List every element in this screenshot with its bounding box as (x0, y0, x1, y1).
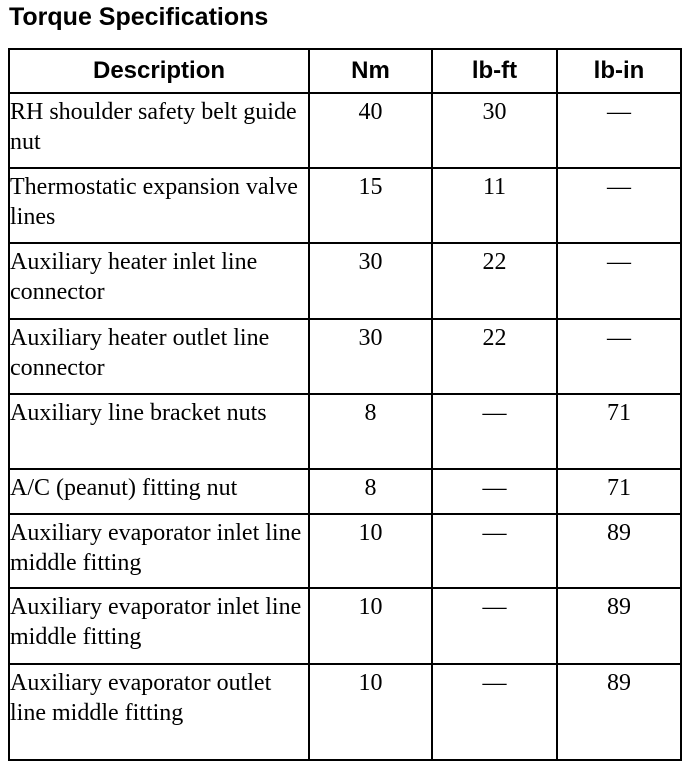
column-header-lb-ft: lb-ft (432, 49, 557, 93)
nm-cell: 8 (309, 394, 432, 469)
lb-in-cell: — (557, 319, 681, 394)
nm-cell: 40 (309, 93, 432, 168)
nm-cell: 10 (309, 514, 432, 588)
lb-in-cell: 89 (557, 664, 681, 760)
page-title: Torque Specifications (9, 3, 269, 31)
description-cell: Auxiliary evaporator inlet line middle fitting (9, 514, 309, 588)
lb-in-cell: — (557, 93, 681, 168)
header-row (9, 49, 681, 93)
description-cell: Auxiliary heater outlet line connector (9, 319, 309, 394)
lb-ft-cell: 22 (432, 243, 557, 319)
nm-cell: 30 (309, 319, 432, 394)
lb-ft-cell: — (432, 469, 557, 514)
lb-ft-cell: 11 (432, 168, 557, 243)
table-row (9, 394, 681, 469)
description-cell: Auxiliary line bracket nuts (9, 394, 309, 469)
lb-in-cell: 71 (557, 394, 681, 469)
column-header-lb-in: lb-in (557, 49, 681, 93)
lb-in-cell: 71 (557, 469, 681, 514)
description-cell: Auxiliary evaporator outlet line middle fitting (9, 664, 309, 760)
nm-cell: 15 (309, 168, 432, 243)
table-row (9, 469, 681, 514)
lb-ft-cell: 22 (432, 319, 557, 394)
description-cell: Thermostatic expansion valve lines (9, 168, 309, 243)
nm-cell: 10 (309, 588, 432, 664)
table-row (9, 514, 681, 588)
lb-in-cell: — (557, 243, 681, 319)
table-row (9, 588, 681, 664)
lb-in-cell: 89 (557, 514, 681, 588)
column-header-nm: Nm (309, 49, 432, 93)
lb-ft-cell: 30 (432, 93, 557, 168)
description-cell: A/C (peanut) fitting nut (9, 469, 309, 514)
table-row (9, 664, 681, 760)
torque-spec-table (8, 48, 682, 761)
nm-cell: 8 (309, 469, 432, 514)
column-header-description: Description (9, 49, 309, 93)
lb-ft-cell: — (432, 588, 557, 664)
table-row (9, 319, 681, 394)
description-cell: Auxiliary evaporator inlet line middle fitting (9, 588, 309, 664)
description-cell: Auxiliary heater inlet line connector (9, 243, 309, 319)
lb-ft-cell: — (432, 394, 557, 469)
lb-ft-cell: — (432, 664, 557, 760)
table-row (9, 93, 681, 168)
table-row (9, 168, 681, 243)
lb-in-cell: 89 (557, 588, 681, 664)
lb-in-cell: — (557, 168, 681, 243)
nm-cell: 30 (309, 243, 432, 319)
description-cell: RH shoulder safety belt guide nut (9, 93, 309, 168)
lb-ft-cell: — (432, 514, 557, 588)
table-row (9, 243, 681, 319)
nm-cell: 10 (309, 664, 432, 760)
